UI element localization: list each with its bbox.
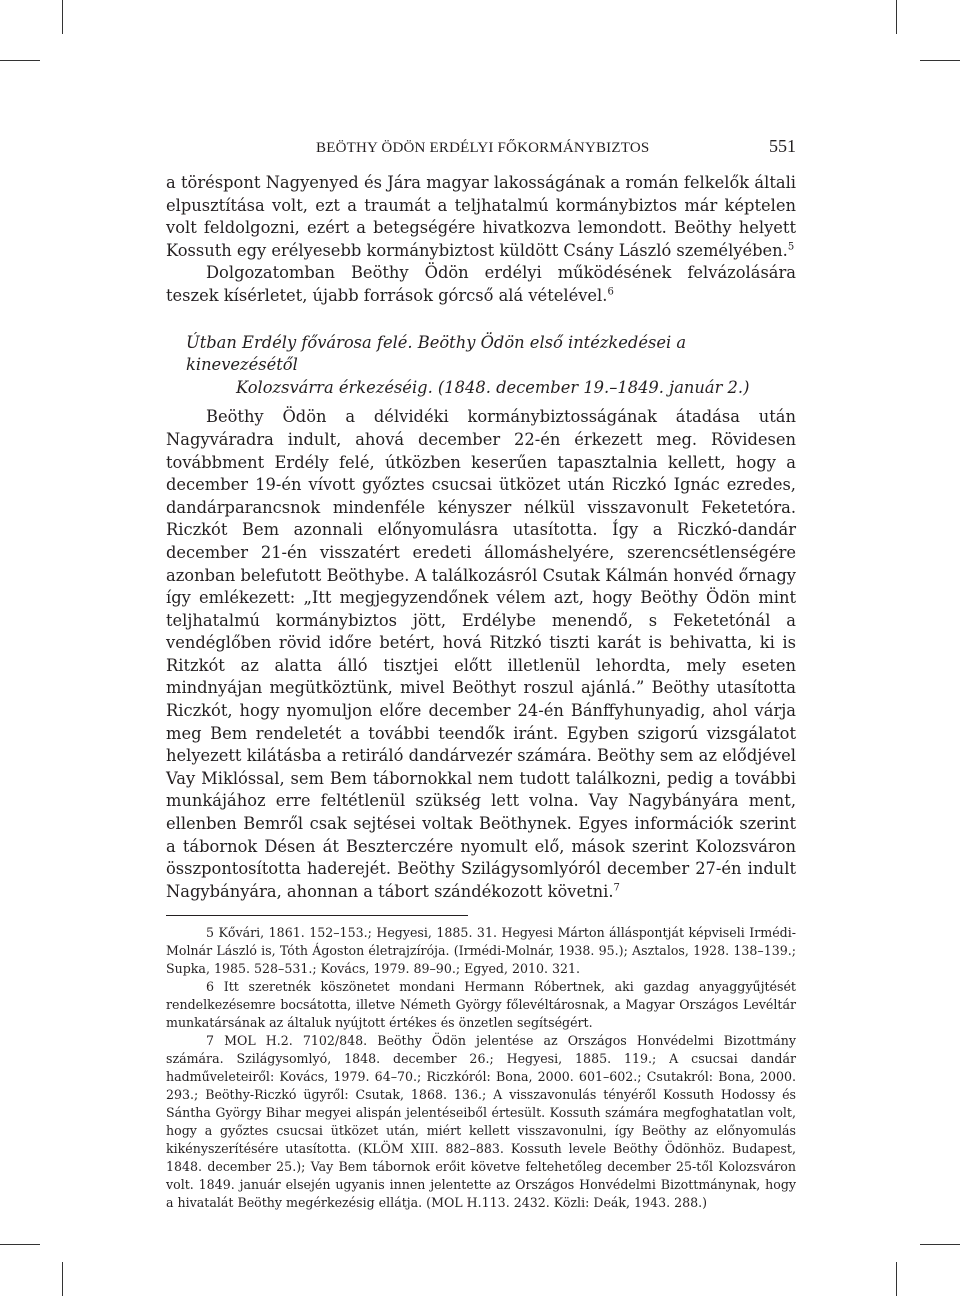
- section-paragraph: [166, 406, 796, 903]
- page-header: [166, 134, 796, 162]
- footnote: [166, 924, 796, 978]
- footnote-text: Itt szeretnék köszönetet mondani Hermann Róbertnek, aki gazdag anyaggyűjtését rendelkezésemre bocsátotta, illetve Németh György főlevéltárosnak, a Magyar Országos Levéltár munkatársának az általuk nyújtott értékes és önzetlen segítségért.: [166, 979, 796, 1031]
- crop-mark: [62, 1262, 63, 1296]
- crop-mark: [896, 0, 897, 34]
- section-heading-line: Kolozsvárra érkezéséig. (1848. december 19.–1849. január 2.): [236, 377, 750, 397]
- footnote: [166, 1032, 796, 1212]
- crop-mark: [920, 1244, 960, 1245]
- footnote-ref: 5: [787, 241, 795, 253]
- paragraph-text: Beöthy Ödön a délvidéki kormánybiztosságának átadása után Nagyváradra indult, ahová december 22-én érkezett meg. Rövidesen továbbment Erdély felé, útközben keserűen tapasztalnia kellett, hogy a december 19-én vívott győztes csucsai ütközet után Riczkó Ignác ezredes, dandárparancsnok mindenféle kényszer nélkül visszavonult Feketetóra. Riczkót Bem azonnali előnyomulásra utasította. Így a Riczkó-dandár december 21-én visszatért eredeti állomáshelyére, szerencsétlenségére azonban belefutott Beöthybe. A találkozásról Csutak Kálmán honvéd őrnagy így emlékezett: „Itt megjegyzendőnek vélem azt, hogy Beöthy Ödön mint teljhatalmú kormánybiztos jött, Erdélybe menendő, s Feketetónál a vendéglőben rövid időre betért, hová Ritzkó tiszti karát is behivatta, ki is Ritzkót az alatta álló tisztjei előtt illetlenül lehordta, mely eseten mindnyájan megütköztünk, mivel Beöthyt roszul ajánlá.” Beöthy utasította Riczkót, hogy nyomuljon előre december 24-én Bánffyhunyadig, ahol várja meg Bem rendeletét a további teendők iránt. Egyben szigorú vizsgálatot helyezett kilátásba a retiráló dandárvezér számára. Beöthy sem az elődjével Vay Miklóssal, sem Bem tábornokkal nem tudott találkozni, pedig a további munkájához erre feltétlenül szükség lett volna. Vay Nagybányára ment, ellenben Bemről csak sejtései voltak Beöthynek. Egyes információk szerint a tábornok Désen át Beszterczére nyomult elő, mások szerint Kolozsváron összpontosította haderejét. Beöthy Szilágysomlyóról december 27-én indult Nagybányára, ahonnan a tábort szándékozott követni.: [166, 407, 796, 901]
- footnote-ref: 7: [613, 882, 620, 894]
- footnote-number: 5: [206, 925, 215, 941]
- section-heading: [186, 332, 796, 400]
- crop-mark: [0, 1244, 40, 1245]
- page-number: 551: [769, 136, 796, 156]
- crop-mark: [62, 0, 63, 34]
- section-heading-line: Útban Erdély fővárosa felé. Beöthy Ödön első intézkedései a kinevezésétől: [186, 332, 687, 375]
- crop-mark: [896, 1262, 897, 1296]
- paragraph-text: a töréspont Nagyenyed és Jára magyar lakosságának a román felkelők általi elpusztítása volt, ezt a traumát a teljhatalmú kormánybiztos már képtelen volt feldolgozni, ezért a betegségére hivatkozva lemondott. Beöthy helyett Kossuth egy erélyesebb kormánybiztost küldött Csány László személyében.: [166, 173, 796, 260]
- footnote-text: Kővári, 1861. 152–153.; Hegyesi, 1885. 31. Hegyesi Márton álláspontját képviseli Irmédi-Molnár László is, Tóth Ágoston életrajzírója. (Irmédi-Molnár, 1938. 95.); Asztalos, 1928. 138–139.; Supka, 1985. 528–531.; Kovács, 1979. 89–90.; Egyed, 2010. 321.: [166, 925, 796, 977]
- intro-paragraph: [166, 262, 796, 307]
- footnote-separator: [166, 915, 468, 916]
- intro-paragraph: [166, 172, 796, 262]
- footnote-number: 6: [206, 979, 215, 995]
- crop-mark: [0, 60, 40, 61]
- footnotes: [166, 924, 796, 1212]
- footnote-ref: 6: [607, 286, 614, 298]
- page-body: [166, 172, 796, 1212]
- footnote: [166, 978, 796, 1032]
- footnote-text: MOL H.2. 7102/848. Beöthy Ödön jelentése az Országos Honvédelmi Bizottmány számára. Szilágysomlyó, 1848. december 26.; Hegyesi, 1885. 119.; A csucsai dandár hadműveleteiről: Kovács, 1979. 64–70.; Riczkóról: Bona, 2000. 601–602.; Csutakról: Bona, 2000. 293.; Beöthy-Riczkó ügyről: Csutak, 1868. 136.; A visszavonulás tényéről Kossuth Hodossy és Sántha György Bihar megyei alispán jelentéseiből értesült. Kossuth számára megfoghatatlan volt, hogy a győztes csucsai ütközet után, miért kellett visszavonulni, így Beöthy az előnyomulás kikényszerítésére utasította. (KLÖM XIII. 882–883. Kossuth levele Beöthy Ödönhöz. Budapest, 1848. december 25.); Vay Bem tábornok erőit követve feltehetőleg december 25-től Kolozsváron volt. 1849. január elsején ugyanis innen jelentette az Országos Honvédelmi Bizottmánynak, hogy a hivatalát Beöthy megérkezésig ellátja. (MOL H.113. 2432. Közli: Deák, 1943. 288.): [166, 1033, 796, 1211]
- crop-mark: [920, 60, 960, 61]
- paragraph-text: Dolgozatomban Beöthy Ödön erdélyi működésének felvázolására teszek kísérletet, újabb források górcső alá vételével.: [166, 263, 796, 305]
- footnote-number: 7: [206, 1033, 215, 1049]
- running-title: BEÖTHY ÖDÖN ERDÉLYI FŐKORMÁNYBIZTOS: [316, 140, 650, 156]
